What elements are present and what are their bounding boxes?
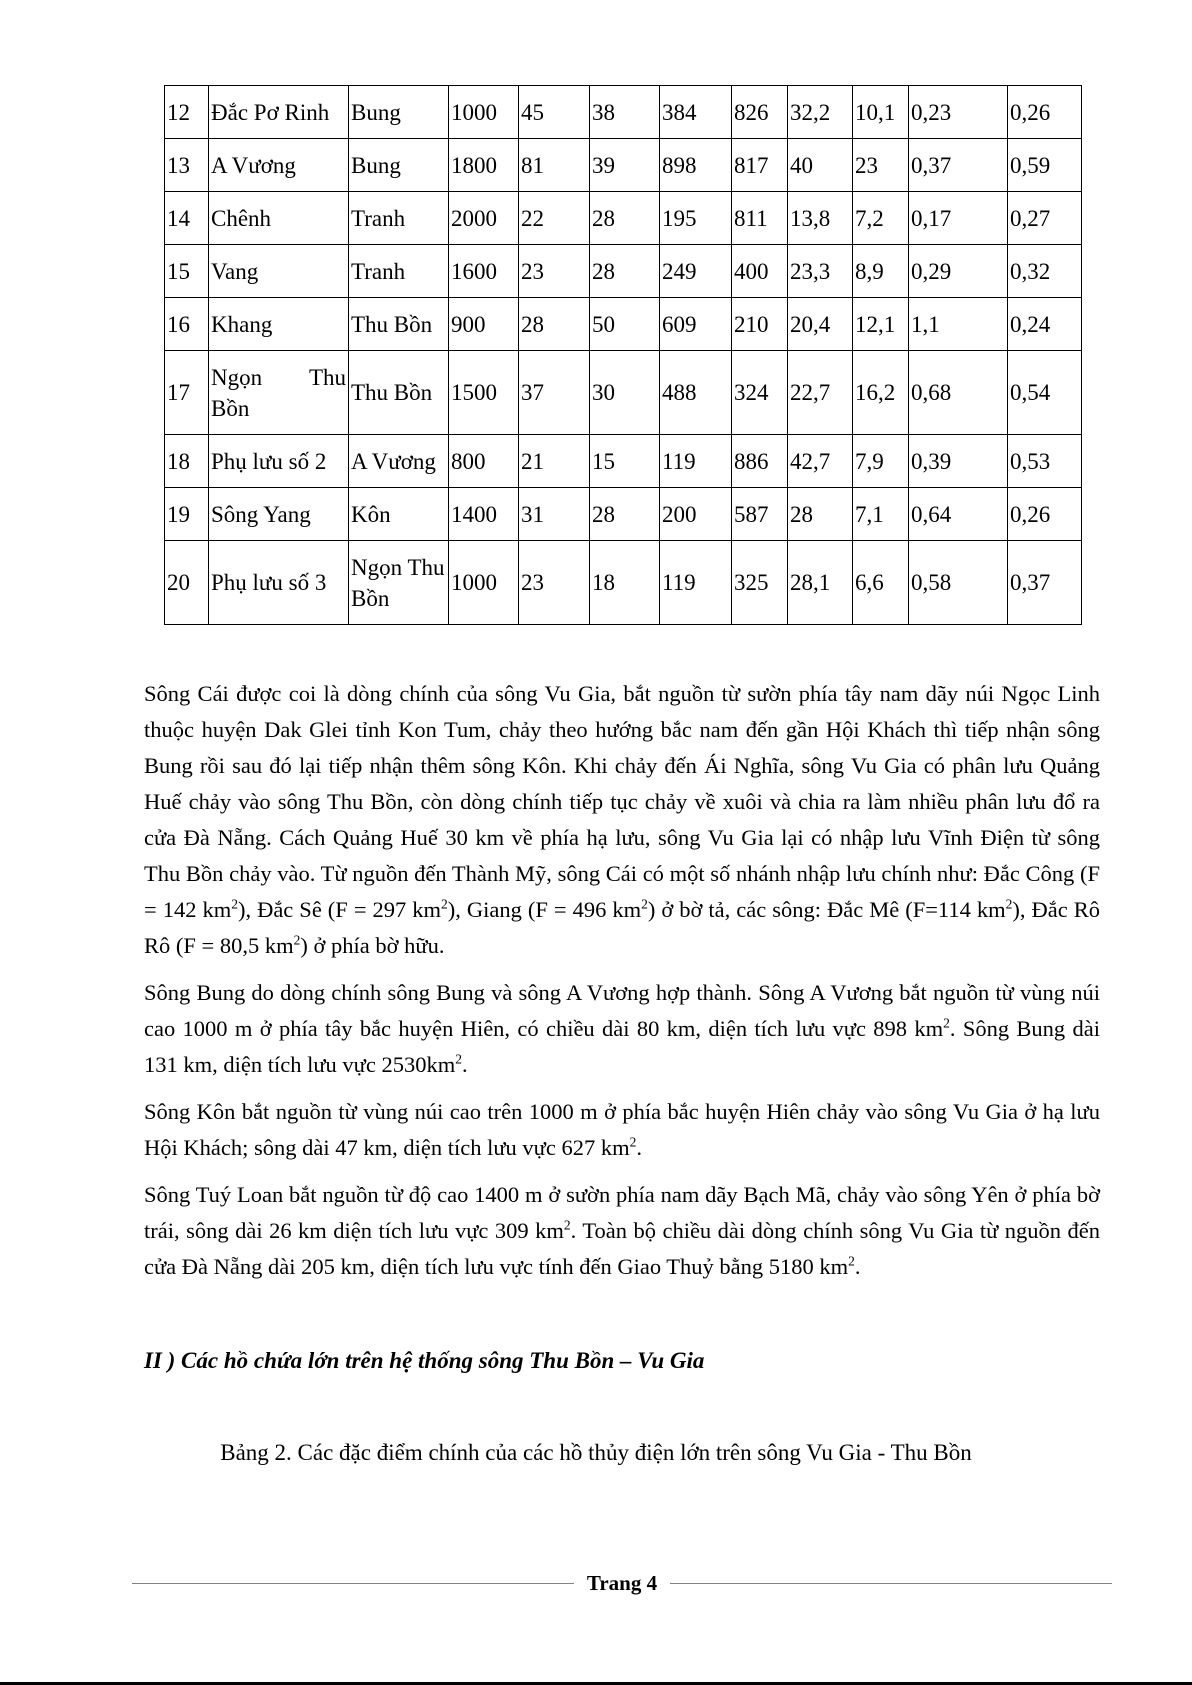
table-row <box>165 298 1082 351</box>
table-cell-c1: 1000 <box>449 86 519 139</box>
table-cell-c8: 0,58 <box>909 541 1008 625</box>
table-cell-basin: Ngọn Thu Bồn <box>349 541 449 625</box>
table-cell-stt: 17 <box>165 351 209 435</box>
table-cell-c3: 38 <box>590 86 660 139</box>
table-cell-c1: 1800 <box>449 139 519 192</box>
table-cell-basin: Bung <box>349 139 449 192</box>
table-cell-c9: 0,26 <box>1008 86 1082 139</box>
table-cell-c1: 1000 <box>449 541 519 625</box>
table-cell-c9: 0,26 <box>1008 488 1082 541</box>
table-cell-c8: 0,68 <box>909 351 1008 435</box>
page-number: Trang 4 <box>586 1571 658 1595</box>
table-cell-stt: 15 <box>165 245 209 298</box>
table-cell-c6: 28,1 <box>788 541 853 625</box>
table-cell-c7: 7,1 <box>853 488 909 541</box>
table-cell-c2: 23 <box>519 245 590 298</box>
table-cell-c2: 22 <box>519 192 590 245</box>
table-cell-c3: 18 <box>590 541 660 625</box>
table-cell-c1: 900 <box>449 298 519 351</box>
table-cell-c6: 32,2 <box>788 86 853 139</box>
table-cell-basin: Thu Bồn <box>349 351 449 435</box>
table-cell-c9: 0,53 <box>1008 435 1082 488</box>
table-cell-name: Khang <box>209 298 349 351</box>
table-cell-c7: 7,9 <box>853 435 909 488</box>
table-caption: Bảng 2. Các đặc điểm chính của các hồ thủy điện lớn trên sông Vu Gia - Thu Bồn <box>220 1440 972 1465</box>
table-cell-c6: 23,3 <box>788 245 853 298</box>
table-cell-c8: 0,23 <box>909 86 1008 139</box>
table-cell-c7: 12,1 <box>853 298 909 351</box>
table-row <box>165 139 1082 192</box>
table-cell-stt: 13 <box>165 139 209 192</box>
table-cell-stt: 14 <box>165 192 209 245</box>
table-cell-name: A Vương <box>209 139 349 192</box>
table-cell-name: Ngọn Thu Bồn <box>209 351 349 435</box>
table-cell-c4: 119 <box>660 435 732 488</box>
table-cell-c7: 7,2 <box>853 192 909 245</box>
table-cell-basin: Tranh <box>349 245 449 298</box>
table-cell-c9: 0,32 <box>1008 245 1082 298</box>
table-cell-c3: 28 <box>590 245 660 298</box>
table-cell-c8: 0,64 <box>909 488 1008 541</box>
table-cell-c5: 400 <box>732 245 788 298</box>
table-cell-basin: Bung <box>349 86 449 139</box>
table-cell-c2: 23 <box>519 541 590 625</box>
table-cell-name: Phụ lưu số 3 <box>209 541 349 625</box>
paragraph-song-tuy-loan: Sông Tuý Loan bắt nguồn từ độ cao 1400 m ở sườn phía nam dãy Bạch Mã, chảy vào sông Yên ở phía bờ trái, sông dài 26 km diện tích lưu vực 309 $km^2$. Toàn bộ chiều dài dòng chính sông Vu Gia từ nguồn đến cửa Đà Nẵng dài 205 km, diện tích lưu vực tính đến Giao Thuỷ bằng 5180 $km^2$. <box>144 1182 1100 1279</box>
river-characteristics-table <box>164 85 1082 625</box>
footer-rule-right <box>670 1583 1112 1584</box>
table-cell-c4: 384 <box>660 86 732 139</box>
page-footer <box>132 1570 1112 1596</box>
table-cell-c8: 1,1 <box>909 298 1008 351</box>
table-cell-c1: 2000 <box>449 192 519 245</box>
table-row <box>165 435 1082 488</box>
table-cell-c1: 1400 <box>449 488 519 541</box>
table-cell-c5: 210 <box>732 298 788 351</box>
table-row <box>165 488 1082 541</box>
paragraph-song-kon: Sông Kôn bắt nguồn từ vùng núi cao trên 1000 m ở phía bắc huyện Hiên chảy vào sông Vu Gia ở hạ lưu Hội Khách; sông dài 47 km, diện tích lưu vực 627 $km^2$. <box>144 1099 1100 1160</box>
table-row <box>165 245 1082 298</box>
table-cell-c3: 39 <box>590 139 660 192</box>
table-cell-c2: 81 <box>519 139 590 192</box>
table-cell-c3: 15 <box>590 435 660 488</box>
table-cell-c1: 1500 <box>449 351 519 435</box>
table-cell-stt: 20 <box>165 541 209 625</box>
table-cell-c2: 28 <box>519 298 590 351</box>
table-cell-c8: 0,37 <box>909 139 1008 192</box>
table-cell-c2: 21 <box>519 435 590 488</box>
table-cell-basin: A Vương <box>349 435 449 488</box>
table-cell-stt: 12 <box>165 86 209 139</box>
table-cell-c5: 587 <box>732 488 788 541</box>
table-cell-c3: 30 <box>590 351 660 435</box>
table-cell-name: Vang <box>209 245 349 298</box>
table-cell-c4: 898 <box>660 139 732 192</box>
table-row <box>165 351 1082 435</box>
table-cell-name: Phụ lưu số 2 <box>209 435 349 488</box>
table-cell-basin: Thu Bồn <box>349 298 449 351</box>
table-cell-stt: 16 <box>165 298 209 351</box>
section-heading: II ) Các hồ chứa lớn trên hệ thống sông Thu Bồn – Vu Gia <box>144 1348 705 1373</box>
table-cell-c4: 488 <box>660 351 732 435</box>
table-cell-c6: 20,4 <box>788 298 853 351</box>
table-row <box>165 192 1082 245</box>
paragraph-song-cai: Sông Cái được coi là dòng chính của sông Vu Gia, bắt nguồn từ sườn phía tây nam dãy núi Ngọc Linh thuộc huyện Dak Glei tỉnh Kon Tum, chảy theo hướng bắc nam đến gần Hội Khách thì tiếp nhận sông Bung rồi sau đó lại tiếp nhận thêm sông Kôn. Khi chảy đến Ái Nghĩa, sông Vu Gia có phân lưu Quảng Huế chảy vào sông Thu Bồn, còn dòng chính tiếp tục chảy về xuôi và chia ra làm nhiều phân lưu đổ ra cửa Đà Nẵng. Cách Quảng Huế 30 km về phía hạ lưu, sông Vu Gia lại có nhập lưu Vĩnh Điện từ sông Thu Bồn chảy vào. Từ nguồn đến Thành Mỹ, sông Cái có một số nhánh nhập lưu chính như: Đắc Công (F = 142 $km^2$), Đắc Sê (F = 297 $km^2$), Giang (F = 496 $km^2$) ở bờ tả, các sông: Đắc Mê (F=114 $km^2$), Đắc Rô Rô (F = 80,5 $km^2$) ở phía bờ hữu. <box>144 681 1100 958</box>
table-cell-c3: 28 <box>590 192 660 245</box>
table-cell-c5: 324 <box>732 351 788 435</box>
table-cell-c9: 0,59 <box>1008 139 1082 192</box>
table-cell-c6: 13,8 <box>788 192 853 245</box>
table-cell-c3: 28 <box>590 488 660 541</box>
table-cell-c7: 6,6 <box>853 541 909 625</box>
table-cell-c5: 817 <box>732 139 788 192</box>
paragraph-song-bung: Sông Bung do dòng chính sông Bung và sông A Vương hợp thành. Sông A Vương bắt nguồn từ vùng núi cao 1000 m ở phía tây bắc huyện Hiên, có chiều dài 80 km, diện tích lưu vực 898 $km^2$. Sông Bung dài 131 km, diện tích lưu vực $2530km^2$. <box>144 980 1100 1077</box>
table-cell-c2: 45 <box>519 86 590 139</box>
table-cell-c6: 22,7 <box>788 351 853 435</box>
table-cell-c1: 800 <box>449 435 519 488</box>
table-cell-name: Đắc Pơ Rinh <box>209 86 349 139</box>
table-cell-c5: 811 <box>732 192 788 245</box>
table-cell-name: Chênh <box>209 192 349 245</box>
table-cell-c9: 0,24 <box>1008 298 1082 351</box>
table-cell-c5: 826 <box>732 86 788 139</box>
table-cell-c6: 42,7 <box>788 435 853 488</box>
table-cell-c4: 195 <box>660 192 732 245</box>
table-cell-c2: 31 <box>519 488 590 541</box>
body-text <box>144 676 1100 1296</box>
table-cell-c5: 886 <box>732 435 788 488</box>
table-cell-c6: 28 <box>788 488 853 541</box>
table-cell-c9: 0,27 <box>1008 192 1082 245</box>
table-body <box>165 86 1082 625</box>
table-cell-c2: 37 <box>519 351 590 435</box>
table-cell-c9: 0,54 <box>1008 351 1082 435</box>
table-cell-c8: 0,29 <box>909 245 1008 298</box>
table-cell-stt: 18 <box>165 435 209 488</box>
table-cell-c5: 325 <box>732 541 788 625</box>
table-cell-c7: 16,2 <box>853 351 909 435</box>
table-cell-c4: 200 <box>660 488 732 541</box>
table-row <box>165 86 1082 139</box>
table-cell-stt: 19 <box>165 488 209 541</box>
table-cell-name: Sông Yang <box>209 488 349 541</box>
table-cell-c4: 249 <box>660 245 732 298</box>
table-cell-basin: Tranh <box>349 192 449 245</box>
table-cell-c6: 40 <box>788 139 853 192</box>
table-cell-c8: 0,39 <box>909 435 1008 488</box>
footer-rule-left <box>132 1583 574 1584</box>
table-cell-basin: Kôn <box>349 488 449 541</box>
table-cell-c8: 0,17 <box>909 192 1008 245</box>
table-row <box>165 541 1082 625</box>
table-cell-c7: 8,9 <box>853 245 909 298</box>
table-cell-c7: 10,1 <box>853 86 909 139</box>
table-cell-c4: 609 <box>660 298 732 351</box>
table-cell-c7: 23 <box>853 139 909 192</box>
table-cell-c4: 119 <box>660 541 732 625</box>
table-cell-c3: 50 <box>590 298 660 351</box>
table-cell-c9: 0,37 <box>1008 541 1082 625</box>
table-cell-c1: 1600 <box>449 245 519 298</box>
